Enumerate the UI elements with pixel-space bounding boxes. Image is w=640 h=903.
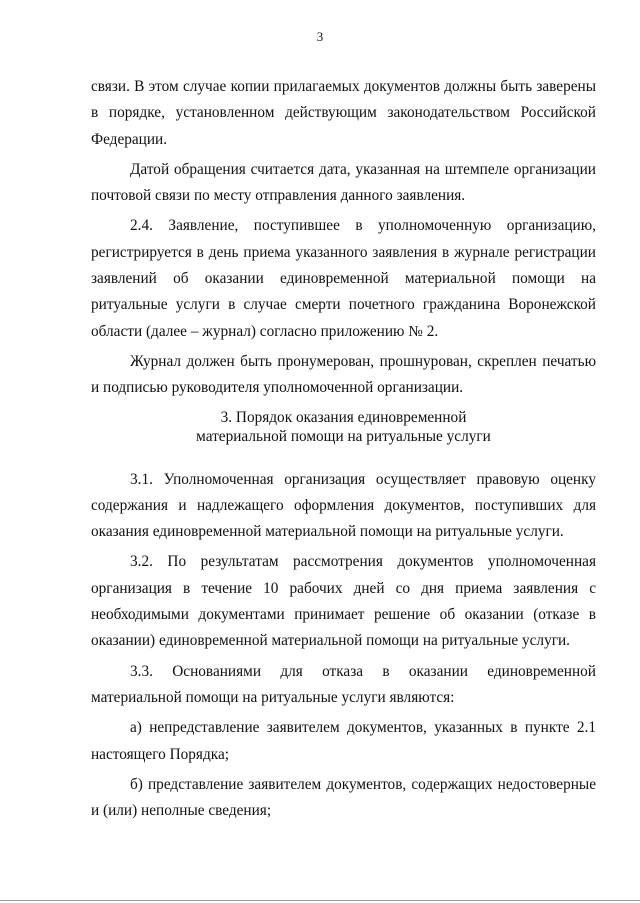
paragraph-continuation: связи. В этом случае копии прилагаемых документов должны быть заверены в порядке, установленном действующим законодательством Российской Федерации. [91, 78, 596, 148]
list-item-a: а) непредставление заявителем документов, указанных в пункте 2.1 настоящего Порядка; [91, 719, 596, 763]
list-item-b: б) представление заявителем документов, содержащих недостоверные и (или) неполные сведения; [91, 775, 596, 820]
section-3-heading-line-2: материальной помощи на ритуальные услуги [196, 428, 491, 446]
paragraph-3-1: 3.1. Уполномоченная организация осуществляет правовую оценку содержания и надлежащего оформления документов, поступивших для оказания единовременной материальной помощи на ритуальные услуги. [91, 470, 596, 541]
section-3-heading [91, 408, 596, 447]
paragraph-journal: Журнал должен быть пронумерован, прошнурован, скреплен печатью и подписью руководителя уполномоченной организации. [91, 352, 596, 397]
page-bottom-edge [0, 900, 640, 901]
paragraph-3-3: 3.3. Основаниями для отказа в оказании единовременной материальной помощи на ритуальные услуги являются: [91, 662, 596, 706]
paragraph-3-2: 3.2. По результатам рассмотрения документов уполномоченная организация в течение 10 рабочих дней со дня приема заявления с необходимыми документами принимает решение об оказании (отказе в оказании) единовременной материальной помощи на ритуальные услуги. [91, 553, 596, 650]
paragraph-2-4: 2.4. Заявление, поступившее в уполномоченную организацию, регистрируется в день приема указанного заявления в журнале регистрации заявлений об оказании единовременной материальной помощи на ритуальные услуги в случае смерти почетного гражданина Воронежской области (далее – журнал) согласно приложению № 2. [91, 217, 596, 340]
section-3-heading-line-1: 3. Порядок оказания единовременной [220, 408, 467, 426]
page-number: 3 [316, 29, 324, 44]
paragraph-application-date: Датой обращения считается дата, указанная на штемпеле организации почтовой связи по месту отправления данного заявления. [91, 160, 596, 205]
document-body [91, 74, 596, 828]
